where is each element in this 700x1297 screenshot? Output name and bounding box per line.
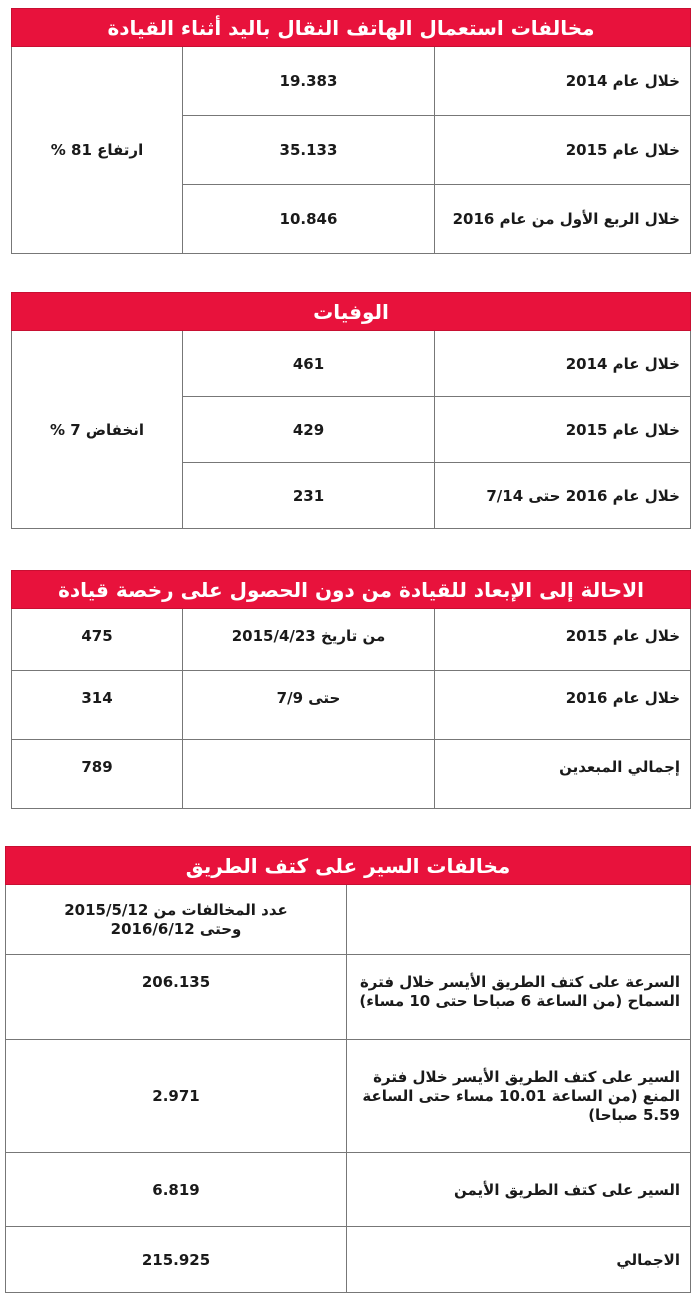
road-shoulder-violations-table [5, 846, 691, 1293]
mobile-phone-violations-table [11, 8, 691, 254]
table3-period-2016: خلال عام 2016 [435, 671, 691, 740]
table3-period-2015: خلال عام 2015 [435, 609, 691, 671]
table3-total-note [183, 740, 435, 809]
table1-value-2015: 35.133 [183, 116, 435, 185]
table4-title: مخالفات السير على كتف الطريق [6, 847, 691, 885]
table1-value-2014: 19.383 [183, 47, 435, 116]
table4-row-right-value: 6.819 [6, 1153, 347, 1227]
table3-value-2016: 314 [12, 671, 183, 740]
table1-period-2014: خلال عام 2014 [435, 47, 691, 116]
table2-title: الوفيات [12, 293, 691, 331]
table2-period-2014: خلال عام 2014 [435, 331, 691, 397]
table1-value-2016: 10.846 [183, 185, 435, 254]
table2-period-2016: خلال عام 2016 حتى 7/14 [435, 463, 691, 529]
table3-value-2015: 475 [12, 609, 183, 671]
license-deportation-table [11, 570, 691, 809]
table4-total-value: 215.925 [6, 1227, 347, 1293]
table1-period-2016: خلال الربع الأول من عام 2016 [435, 185, 691, 254]
deaths-table [11, 292, 691, 529]
table4-empty-header [347, 885, 691, 955]
table2-period-2015: خلال عام 2015 [435, 397, 691, 463]
table2-value-2014: 461 [183, 331, 435, 397]
table1-title: مخالفات استعمال الهاتف النقال باليد أثناء القيادة [12, 9, 691, 47]
table1-period-2015: خلال عام 2015 [435, 116, 691, 185]
table2-value-2015: 429 [183, 397, 435, 463]
table4-row-left-speed-value: 206.135 [6, 955, 347, 1040]
table2-change: انخفاض 7 % [12, 331, 183, 529]
table3-title: الاحالة إلى الإبعاد للقيادة من دون الحصول على رخصة قيادة [12, 571, 691, 609]
table4-row-left-ban-label: السير على كتف الطريق الأيسر خلال فترة المنع (من الساعة 10.01 مساء حتى الساعة 5.59 صباحا) [347, 1040, 691, 1153]
table3-note-2016: حتى 7/9 [183, 671, 435, 740]
table4-row-left-speed-label: السرعة على كتف الطريق الأيسر خلال فترة السماح (من الساعة 6 صباحا حتى 10 مساء) [347, 955, 691, 1040]
table3-note-2015: من تاريخ 2015/4/23 [183, 609, 435, 671]
table2-value-2016: 231 [183, 463, 435, 529]
table4-row-right-label: السير على كتف الطريق الأيمن [347, 1153, 691, 1227]
table1-change: ارتفاع 81 % [12, 47, 183, 254]
table3-total-label: إجمالي المبعدين [435, 740, 691, 809]
table4-total-label: الاجمالي [347, 1227, 691, 1293]
table3-total-value: 789 [12, 740, 183, 809]
table4-column-header: عدد المخالفات من 2015/5/12 وحتى 2016/6/12 [6, 885, 347, 955]
table4-row-left-ban-value: 2.971 [6, 1040, 347, 1153]
